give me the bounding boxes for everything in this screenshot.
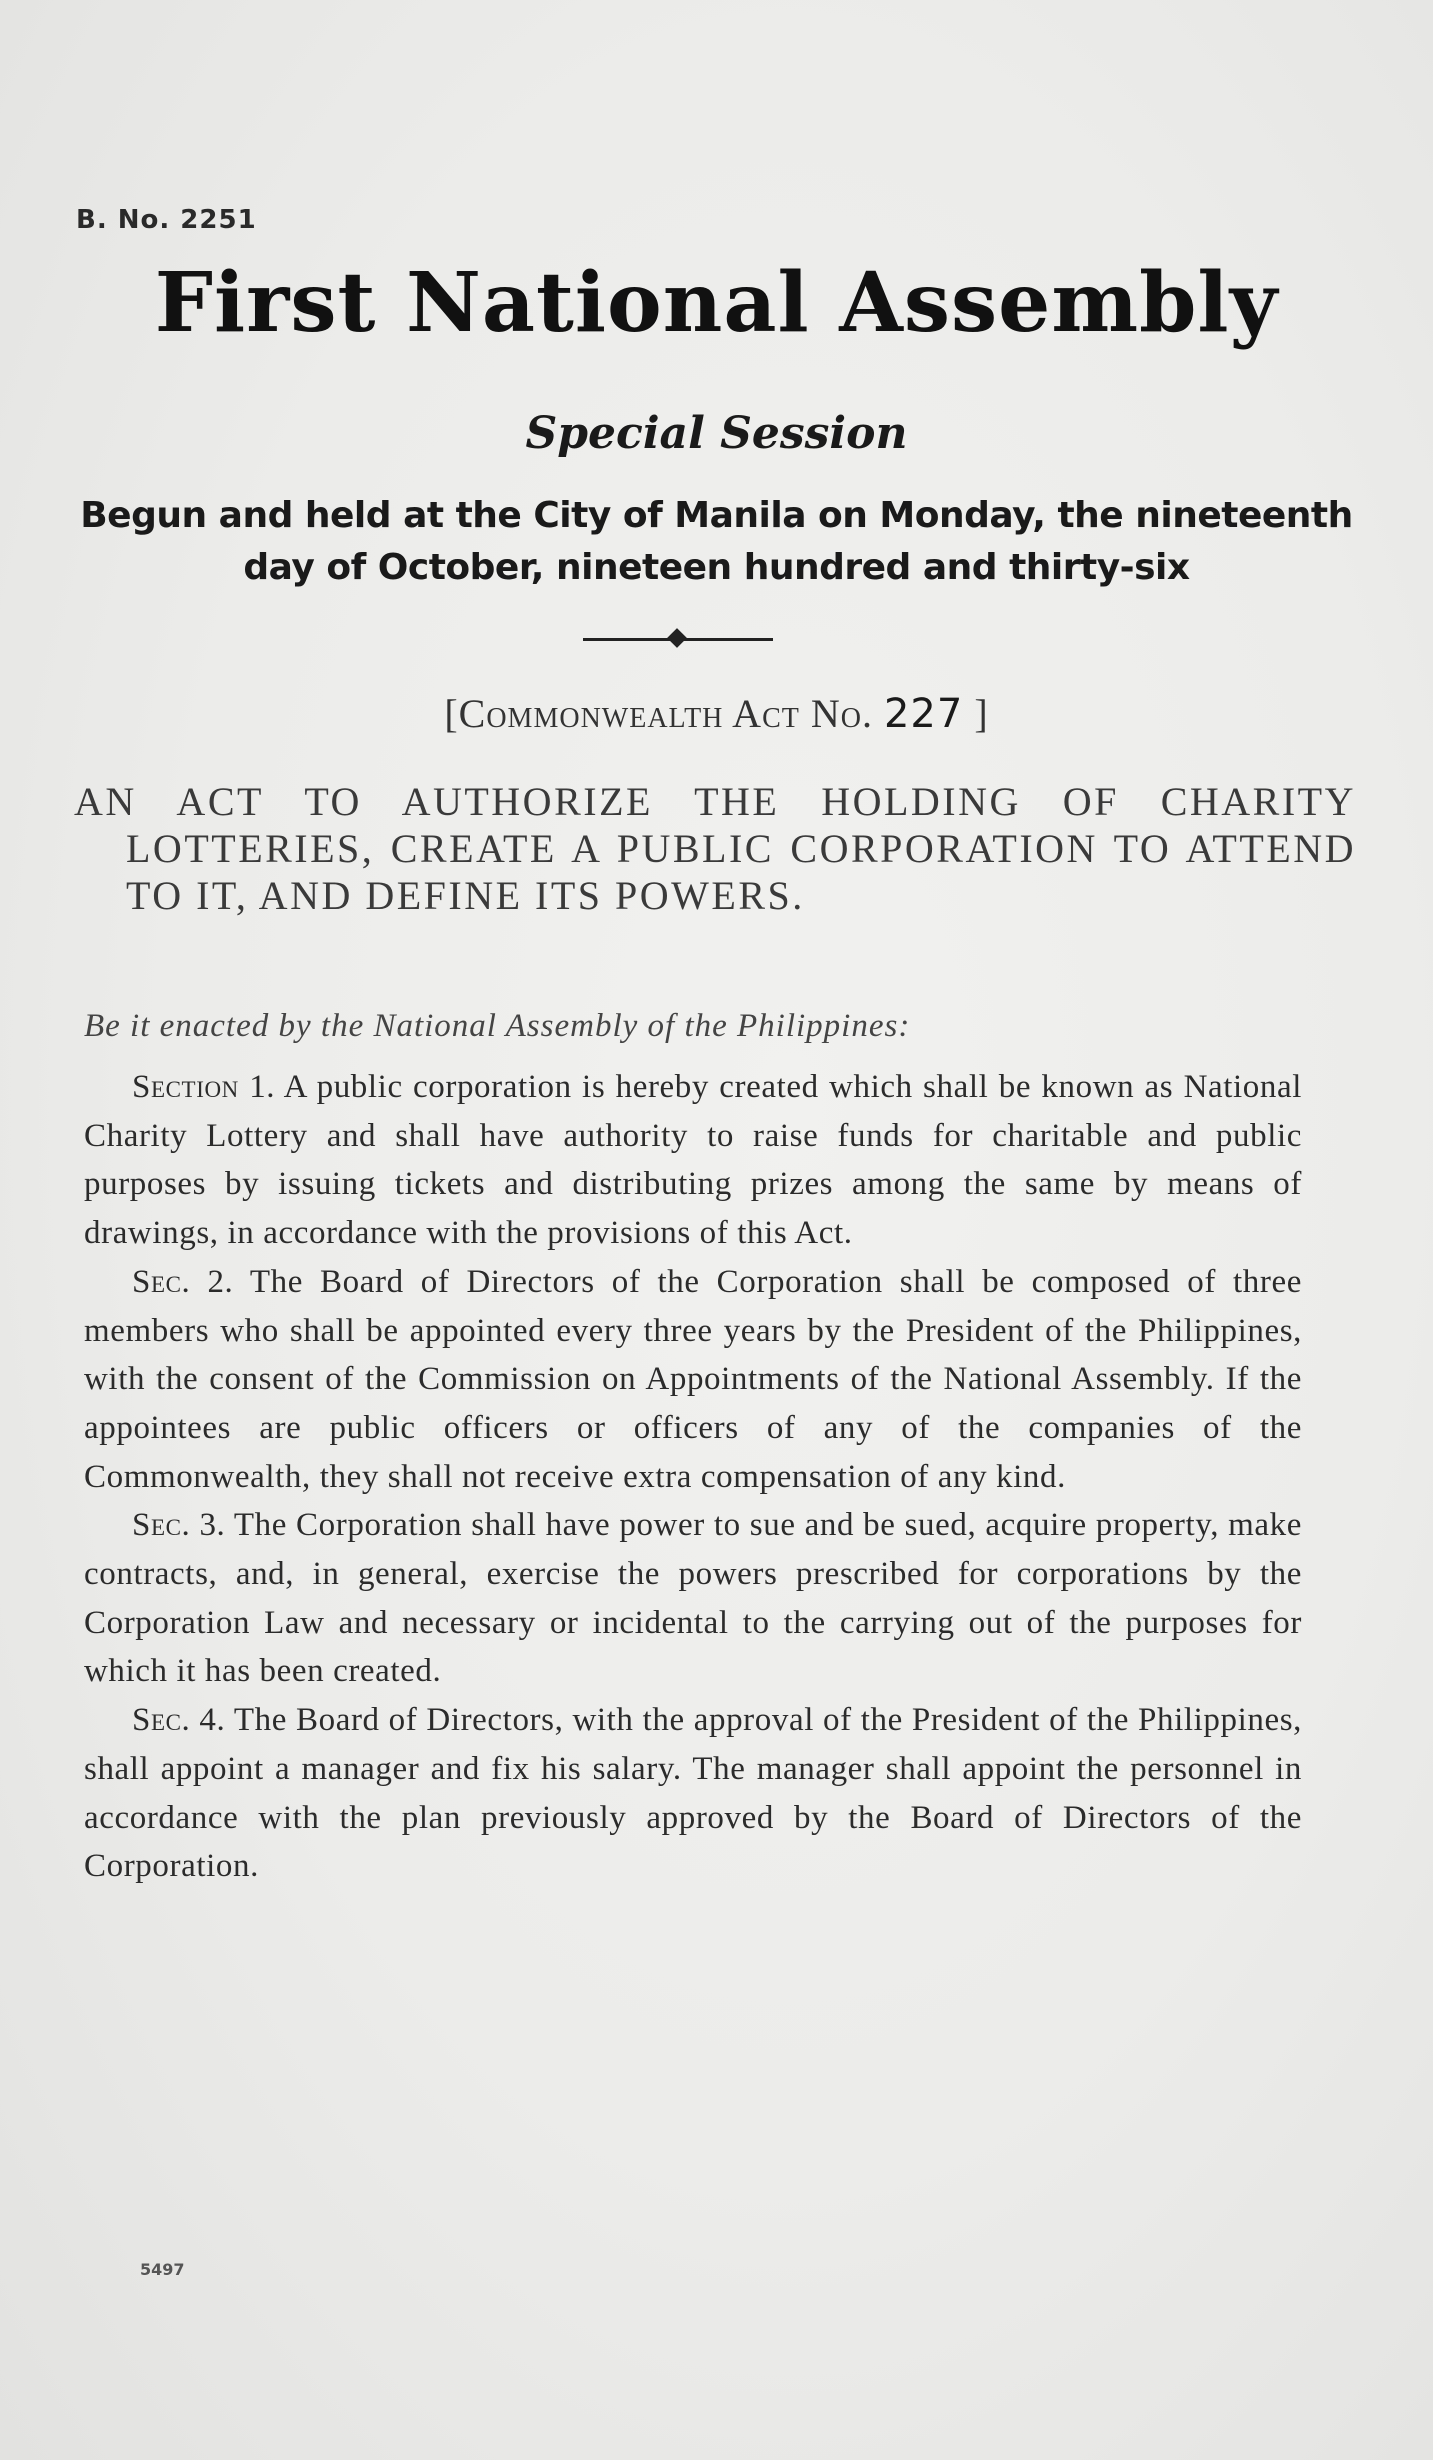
section-text: The Board of Directors of the Corporation shall be composed of three members who shall be appointed every three years by the President of the Philippines, with the consent of the Commission on Appointments of the National Assembly. If the appointees are public officers or officers of any of the companies of the Commonwealth, they shall not receive extra compensation of any kind. [84,1263,1302,1495]
section-text: The Corporation shall have power to sue and be sued, acquire property, make contracts, and, in general, exercise the powers prescribed for corporations by the Corporation Law and necessary or incidental to the carrying out of the purposes for which it has been created. [84,1507,1302,1690]
act-label-close: ] [974,691,989,736]
act-title: AN ACT TO AUTHORIZE THE HOLDING OF CHARITY LOTTERIES, CREATE A PUBLIC CORPORATION TO ATTEND TO IT, AND DEFINE ITS POWERS. [74,779,1356,918]
section-paragraph [84,1696,1302,1891]
session-date-statement: Begun and held at the City of Manila on Monday, the nineteenth day of October, nineteen hundred and thirty-six [80,495,1353,588]
enacting-clause: Be it enacted by the National Assembly of the Philippines: [84,1008,911,1044]
print-code: 5497 [140,2260,185,2279]
session-title: Special Session [525,408,908,459]
section-label: Sec. 4. [132,1702,226,1739]
section-text: The Board of Directors, with the approval of the President of the Philippines, shall appoint a manager and fix his salary. The manager shall appoint the personnel in accordance with the plan previously approved by the Board of Directors of the Corporation. [84,1702,1302,1885]
section-label: Sec. 2. [132,1263,234,1300]
assembly-title: First National Assembly [154,255,1279,351]
section-label: Section 1. [132,1069,276,1105]
section-label: Sec. 3. [132,1507,226,1544]
act-label-open: [Commonwealth Act No. [444,691,873,736]
section-paragraph [84,1063,1302,1258]
act-number-heading [0,690,1433,737]
act-number: 227 [883,691,964,737]
bill-number: B. No. 2251 [76,205,257,235]
divider-diamond-icon [667,628,687,648]
section-paragraph [84,1258,1302,1502]
section-text: A public corporation is hereby created which shall be known as National Charity Lottery and shall have authority to raise funds for charitable and public purposes by issuing tickets and distributing prizes among the same by means of drawings, in accordance with the provisions of this Act. [84,1069,1302,1252]
section-paragraph [84,1501,1302,1696]
act-body [84,1063,1302,1891]
